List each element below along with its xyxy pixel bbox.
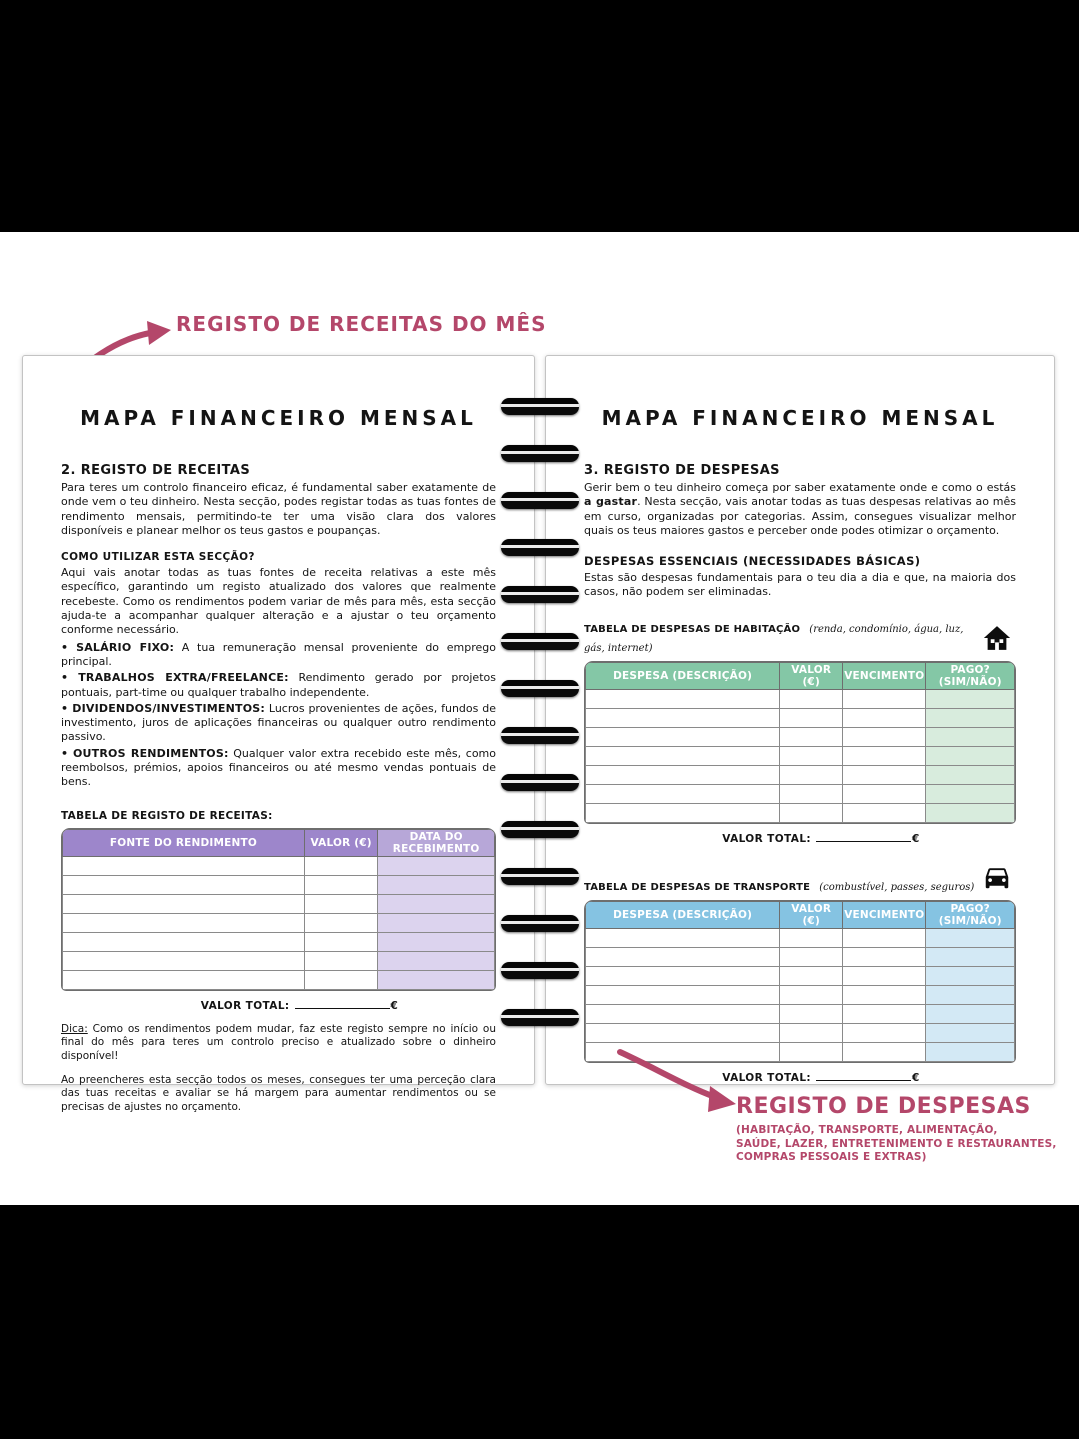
table-body [63, 856, 495, 989]
table-cell [926, 708, 1015, 727]
table-row [586, 784, 1015, 803]
table-row [63, 856, 495, 875]
content-area [0, 232, 1079, 1205]
intro-after: . Nesta secção, vais anotar todas as tuas despesas relativas ao mês em curso, organizadas por categorias. Assim, consegues visualizar melhor quais os teus maiores gastos e perceber onde podes otimizar o orçamento. [584, 495, 1016, 537]
table-cell [843, 784, 926, 803]
table-cell [926, 765, 1015, 784]
table-cell [780, 928, 843, 947]
intro-paragraph [584, 481, 1016, 538]
table-row [586, 928, 1015, 947]
table-cell [586, 947, 780, 966]
table-body [586, 689, 1015, 822]
table-cell [926, 985, 1015, 1004]
total-blank-line [816, 833, 911, 842]
list-item-outros [61, 747, 496, 790]
currency-symbol: € [390, 999, 399, 1012]
essentials-heading: DESPESAS ESSENCIAIS (NECESSIDADES BÁSICAS) [584, 554, 921, 569]
table-cell [843, 708, 926, 727]
spiral-ring [501, 398, 579, 415]
bullet-text: Lucros provenientes de ações, fundos de investimento, juros de aplicações financeiras ou qualquer outro rendimento passivo. [61, 701, 496, 744]
table-cell [63, 932, 305, 951]
table-cell [586, 1023, 780, 1042]
table-cell [780, 727, 843, 746]
list-item-dividendos [61, 702, 496, 745]
essentials-paragraph: Estas são despesas fundamentais para o teu dia a dia e que, na maioria dos casos, não podem ser eliminadas. [584, 571, 1016, 599]
curved-arrow-icon [610, 1044, 740, 1119]
table-cell [843, 727, 926, 746]
subtitle-line: COMPRAS PESSOAIS E EXTRAS) [736, 1151, 927, 1164]
table-cell [586, 784, 780, 803]
currency-symbol: € [912, 832, 920, 845]
table-row [586, 689, 1015, 708]
table-cell [378, 932, 495, 951]
table-cell [304, 875, 377, 894]
bullet-term: SALÁRIO FIXO: [76, 640, 175, 654]
table-cell [926, 966, 1015, 985]
left-page [22, 355, 535, 1113]
tip-term: Dica: [61, 1022, 88, 1035]
closing-paragraph: Ao preencheres esta secção todos os meses, consegues ter uma perceção clara das tuas receitas e avaliar se há margem para aumentar rendimentos ou se precisas de ajustes no orçamento. [61, 1073, 496, 1113]
table-cell [843, 1004, 926, 1023]
total-blank-line [816, 1072, 911, 1081]
habitacao-table-head [584, 617, 1016, 655]
table-cell [926, 803, 1015, 822]
table-cell [780, 947, 843, 966]
spiral-ring [501, 633, 579, 650]
table-row [63, 932, 495, 951]
spiral-ring [501, 868, 579, 885]
table-cell [926, 784, 1015, 803]
table-cell [304, 856, 377, 875]
table-cell [586, 803, 780, 822]
spiral-ring [501, 680, 579, 697]
table-cell [63, 913, 305, 932]
column-header-valor: VALOR (€) [780, 662, 843, 689]
top-black-bar [0, 0, 1079, 232]
table-cell [926, 1023, 1015, 1042]
total-label: VALOR TOTAL: [722, 832, 812, 845]
transporte-table-note: (combustível, passes, seguros) [819, 881, 975, 893]
spiral-ring [501, 821, 579, 838]
bullet-text: A tua remuneração mensal proveniente do emprego principal. [61, 640, 496, 668]
table-header-row [63, 829, 495, 856]
right-page [545, 355, 1055, 1085]
column-header-vencimento: VENCIMENTO [843, 901, 926, 928]
spiral-ring [501, 774, 579, 791]
spiral-ring [501, 915, 579, 932]
column-header-data: DATA DO RECEBIMENTO [378, 829, 495, 856]
habitacao-table-note: (renda, condomínio, água, luz, gás, internet) [584, 623, 964, 654]
habitacao-table-group [584, 617, 1016, 845]
table-cell [586, 765, 780, 784]
table-row [63, 951, 495, 970]
section-heading-despesas: 3. REGISTO DE DESPESAS [584, 463, 780, 478]
spiral-ring [501, 492, 579, 509]
intro-paragraph: Para teres um controlo financeiro eficaz, é fundamental saber exatamente de onde vem o teu dinheiro. Nesta secção, podes registar todas as tuas fontes de rendimento mensais, permitindo-te ter uma visão clara dos valores disponíveis e planear melhor os teus gastos e poupanças. [61, 481, 496, 537]
table-cell [780, 1042, 843, 1061]
spiral-ring [501, 445, 579, 462]
table-cell [843, 947, 926, 966]
section-heading-receitas: 2. REGISTO DE RECEITAS [61, 463, 251, 478]
table-cell [843, 689, 926, 708]
spiral-ring [501, 727, 579, 744]
table-row [586, 966, 1015, 985]
total-label: VALOR TOTAL: [722, 1071, 812, 1084]
table-row [63, 970, 495, 989]
howto-paragraph: Aqui vais anotar todas as tuas fontes de receita relativas a este mês específico, garantindo um registo atualizado dos valores que realmente recebeste. Como os rendimentos podem variar de mês para mês, esta secção ajuda-te a acompanhar qualquer alteração e a ajustar o teu orçamento conforme necessário. [61, 566, 496, 637]
table-cell [780, 689, 843, 708]
income-table [61, 828, 496, 991]
table-cell [63, 970, 305, 989]
table-cell [378, 875, 495, 894]
table-row [586, 803, 1015, 822]
table-cell [843, 803, 926, 822]
bottom-annotation-subtitle [736, 1124, 1057, 1165]
table-cell [378, 894, 495, 913]
table-cell [586, 708, 780, 727]
transporte-table-head [584, 862, 1016, 894]
bottom-annotation [736, 1094, 1057, 1165]
table-cell [586, 689, 780, 708]
table-cell [378, 913, 495, 932]
page-title: MAPA FINANCEIRO MENSAL [601, 406, 999, 430]
subtitle-line: (HABITAÇÃO, TRANSPORTE, ALIMENTAÇÃO, [736, 1124, 998, 1136]
column-header-valor: VALOR (€) [304, 829, 377, 856]
table-cell [63, 875, 305, 894]
table-cell [780, 784, 843, 803]
table-cell [304, 913, 377, 932]
howto-heading: COMO UTILIZAR ESTA SECÇÃO? [61, 551, 255, 564]
table-row [586, 708, 1015, 727]
table-cell [843, 1023, 926, 1042]
table-cell [926, 947, 1015, 966]
table-cell [780, 765, 843, 784]
table-row [63, 913, 495, 932]
column-header-despesa: DESPESA (DESCRIÇÃO) [586, 662, 780, 689]
table-header-row [586, 662, 1015, 689]
table-row [586, 765, 1015, 784]
total-label: VALOR TOTAL: [200, 999, 290, 1012]
page-title: MAPA FINANCEIRO MENSAL [80, 406, 477, 430]
tip-text: Como os rendimentos podem mudar, faz este registo sempre no início ou final do mês para teres um controlo preciso e atualizado sobre o dinheiro disponível! [61, 1022, 496, 1062]
list-item-freelance [61, 671, 496, 700]
subtitle-line: SAÚDE, LAZER, ENTRETENIMENTO E RESTAURANTES, [736, 1137, 1057, 1150]
table-cell [843, 746, 926, 765]
column-header-fonte: FONTE DO RENDIMENTO [63, 829, 305, 856]
bullet-text: Rendimento gerado por projetos pontuais, part-time ou qualquer trabalho independente. [61, 671, 496, 699]
table-cell [780, 1004, 843, 1023]
intro-bold: a gastar [584, 495, 638, 509]
table-row [586, 985, 1015, 1004]
total-blank-line [295, 1000, 390, 1009]
bullet-term: DIVIDENDOS/INVESTIMENTOS: [72, 701, 266, 715]
bullet-text: Qualquer valor extra recebido este mês, como reembolsos, prémios, apoios financeiros ou até mesmo vendas pontuais de bens. [61, 746, 496, 789]
habitacao-table-label: TABELA DE DESPESAS DE HABITAÇÃO [584, 623, 801, 635]
bullet-term: OUTROS RENDIMENTOS: [73, 746, 229, 760]
column-header-vencimento: VENCIMENTO [843, 662, 926, 689]
table-row [586, 727, 1015, 746]
table-cell [378, 951, 495, 970]
table-body [586, 928, 1015, 1061]
top-annotation-label: REGISTO DE RECEITAS DO MÊS [176, 312, 547, 336]
column-header-despesa: DESPESA (DESCRIÇÃO) [586, 901, 780, 928]
table-cell [780, 803, 843, 822]
spiral-ring [501, 586, 579, 603]
table-row [586, 947, 1015, 966]
car-icon [978, 862, 1016, 892]
table-cell [926, 746, 1015, 765]
income-table-label: TABELA DE REGISTO DE RECEITAS: [61, 809, 273, 822]
table-cell [780, 746, 843, 765]
table-cell [586, 727, 780, 746]
table-cell [378, 970, 495, 989]
income-total-line [61, 1000, 496, 1012]
table-cell [926, 689, 1015, 708]
table-cell [586, 746, 780, 765]
table-row [586, 1004, 1015, 1023]
table-cell [843, 966, 926, 985]
table-cell [843, 985, 926, 1004]
table-cell [586, 966, 780, 985]
table-row [63, 875, 495, 894]
table-cell [586, 928, 780, 947]
column-header-pago: PAGO? (SIM/NÃO) [926, 662, 1015, 689]
table-row [586, 746, 1015, 765]
income-types-list [61, 641, 496, 790]
house-icon [978, 623, 1016, 653]
spiral-ring [501, 962, 579, 979]
table-cell [304, 894, 377, 913]
spiral-ring [501, 1009, 579, 1026]
table-cell [926, 1042, 1015, 1061]
table-cell [63, 951, 305, 970]
table-cell [926, 1004, 1015, 1023]
table-row [586, 1023, 1015, 1042]
currency-symbol: € [912, 1071, 920, 1084]
table-cell [63, 856, 305, 875]
table-cell [586, 1004, 780, 1023]
bottom-annotation-title: REGISTO DE DESPESAS [736, 1094, 1031, 1119]
table-cell [63, 894, 305, 913]
habitacao-total-line [584, 833, 1016, 845]
transporte-table-label: TABELA DE DESPESAS DE TRANSPORTE [584, 881, 811, 893]
bottom-black-bar [0, 1205, 1079, 1439]
bullet-term: TRABALHOS EXTRA/FREELANCE: [78, 671, 289, 685]
table-cell [843, 765, 926, 784]
habitacao-table [584, 661, 1016, 824]
transporte-table [584, 900, 1016, 1063]
intro-before: Gerir bem o teu dinheiro começa por saber exatamente onde e como o estás [584, 481, 1016, 494]
table-header-row [586, 901, 1015, 928]
table-cell [780, 966, 843, 985]
table-cell [780, 708, 843, 727]
table-cell [926, 928, 1015, 947]
table-cell [843, 928, 926, 947]
spiral-binding [501, 398, 579, 1048]
tip-paragraph [61, 1023, 496, 1063]
table-cell [843, 1042, 926, 1061]
table-cell [304, 951, 377, 970]
table-cell [304, 932, 377, 951]
list-item-salario [61, 641, 496, 670]
table-row [63, 894, 495, 913]
column-header-pago: PAGO? (SIM/NÃO) [926, 901, 1015, 928]
table-cell [780, 985, 843, 1004]
table-cell [304, 970, 377, 989]
table-cell [780, 1023, 843, 1042]
table-cell [926, 727, 1015, 746]
spiral-ring [501, 539, 579, 556]
column-header-valor: VALOR (€) [780, 901, 843, 928]
table-cell [378, 856, 495, 875]
table-cell [586, 985, 780, 1004]
